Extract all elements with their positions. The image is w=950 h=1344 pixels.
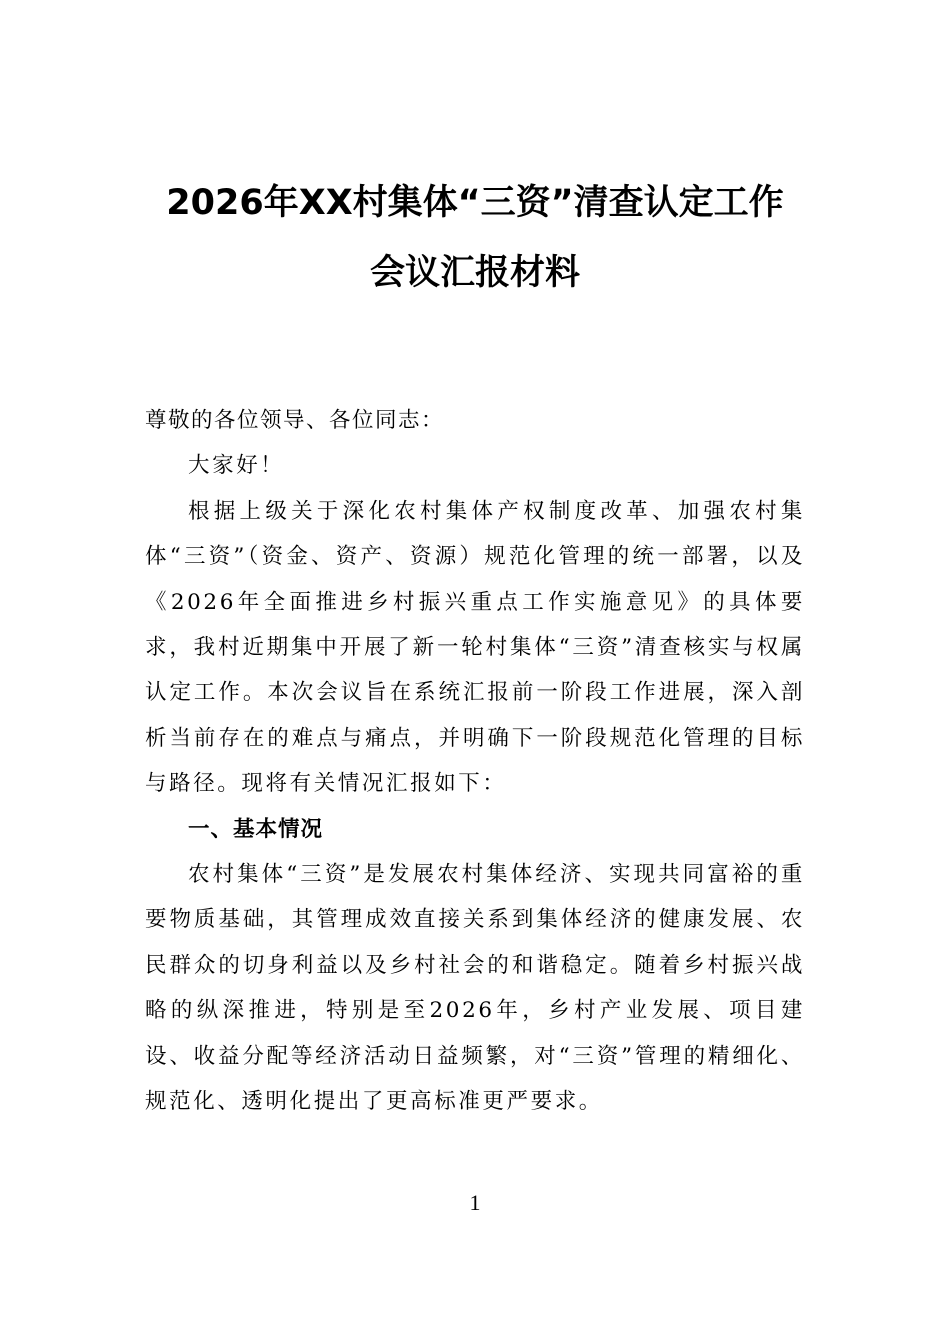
greeting: 大家好！	[188, 453, 285, 479]
page-number: 1	[469, 1190, 481, 1215]
intro-paragraph: 根据上级关于深化农村集体产权制度改革、加强农村集体“三资”（资金、资产、资源）规范化管理的统一部署，以及《2026年全面推进乡村振兴重点工作实施意见》的具体要求，我村近期集中开展了新一轮村集体“三资”清查核实与权属认定工作。本次会议旨在系统汇报前一阶段工作进展，深入剖析当前存在的难点与痛点，并明确下一阶段规范化管理的目标与路径。现将有关情况汇报如下：	[145, 498, 805, 797]
title-line-1: 2026年XX村集体“三资”清查认定工作	[166, 183, 784, 223]
section-heading-basic-situation: 一、基本情况	[188, 816, 324, 842]
section-paragraph-basic-situation: 农村集体“三资”是发展农村集体经济、实现共同富裕的重要物质基础，其管理成效直接关系到集体经济的健康发展、农民群众的切身利益以及乡村社会的和谐稳定。随着乡村振兴战略的纵深推进，特别是至2026年，乡村产业发展、项目建设、收益分配等经济活动日益频繁，对“三资”管理的精细化、规范化、透明化提出了更高标准更严要求。	[145, 862, 805, 1115]
document-title	[90, 168, 860, 308]
salutation: 尊敬的各位领导、各位同志：	[145, 408, 445, 433]
title-line-2: 会议汇报材料	[369, 253, 580, 293]
document-body	[145, 398, 805, 1125]
